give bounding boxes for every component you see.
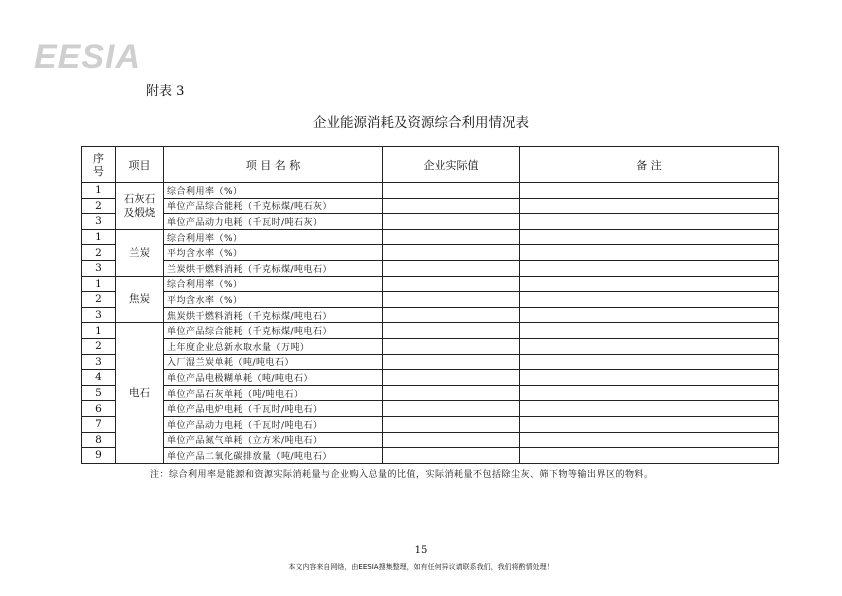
row-item-name: 综合利用率（%） bbox=[164, 276, 383, 292]
row-remark-cell[interactable] bbox=[520, 448, 779, 464]
table-row bbox=[82, 183, 779, 199]
row-seq: 2 bbox=[82, 198, 116, 214]
row-item-name: 单位产品电极糊单耗（吨/吨电石） bbox=[164, 370, 383, 386]
row-seq: 2 bbox=[82, 245, 116, 261]
row-actual-value-cell[interactable] bbox=[383, 338, 520, 354]
row-actual-value-cell[interactable] bbox=[383, 370, 520, 386]
row-item-name: 单位产品动力电耗（千瓦时/吨电石） bbox=[164, 416, 383, 432]
row-actual-value-cell[interactable] bbox=[383, 307, 520, 323]
row-actual-value-cell[interactable] bbox=[383, 260, 520, 276]
row-remark-cell[interactable] bbox=[520, 416, 779, 432]
row-category: 电石 bbox=[116, 323, 164, 463]
row-actual-value-cell[interactable] bbox=[383, 416, 520, 432]
row-remark-cell[interactable] bbox=[520, 260, 779, 276]
row-remark-cell[interactable] bbox=[520, 432, 779, 448]
appendix-label: 附表 3 bbox=[146, 84, 185, 99]
row-remark-cell[interactable] bbox=[520, 183, 779, 199]
row-remark-cell[interactable] bbox=[520, 292, 779, 308]
table-row bbox=[82, 245, 779, 261]
row-remark-cell[interactable] bbox=[520, 214, 779, 230]
row-item-name: 单位产品氮气单耗（立方米/吨电石） bbox=[164, 432, 383, 448]
row-remark-cell[interactable] bbox=[520, 307, 779, 323]
header-seq: 序 号 bbox=[82, 147, 116, 183]
table-row bbox=[82, 432, 779, 448]
row-item-name: 综合利用率（%） bbox=[164, 229, 383, 245]
row-remark-cell[interactable] bbox=[520, 338, 779, 354]
table-body bbox=[82, 183, 779, 464]
row-actual-value-cell[interactable] bbox=[383, 198, 520, 214]
row-actual-value-cell[interactable] bbox=[383, 448, 520, 464]
table-header-row bbox=[82, 147, 779, 183]
row-seq: 3 bbox=[82, 214, 116, 230]
row-seq: 3 bbox=[82, 354, 116, 370]
footer-disclaimer: 本文内容来自网络，由EESIA搜集整理，如有任何异议请联系我们，我们将酌情处理！ bbox=[288, 563, 554, 571]
page-number: 15 bbox=[414, 545, 428, 556]
row-category: 兰炭 bbox=[116, 229, 164, 276]
row-actual-value-cell[interactable] bbox=[383, 214, 520, 230]
row-item-name: 单位产品综合能耗（千克标煤/吨石灰） bbox=[164, 198, 383, 214]
row-seq: 1 bbox=[82, 183, 116, 199]
row-actual-value-cell[interactable] bbox=[383, 276, 520, 292]
row-remark-cell[interactable] bbox=[520, 198, 779, 214]
header-item: 项目 bbox=[116, 147, 164, 183]
eesia-logo: EESIA bbox=[34, 38, 142, 76]
table-row bbox=[82, 338, 779, 354]
row-remark-cell[interactable] bbox=[520, 354, 779, 370]
row-actual-value-cell[interactable] bbox=[383, 245, 520, 261]
row-remark-cell[interactable] bbox=[520, 229, 779, 245]
table-row bbox=[82, 307, 779, 323]
row-seq: 6 bbox=[82, 401, 116, 417]
row-actual-value-cell[interactable] bbox=[383, 354, 520, 370]
row-category: 石灰石 及煅烧 bbox=[116, 183, 164, 230]
row-remark-cell[interactable] bbox=[520, 323, 779, 339]
table-row bbox=[82, 214, 779, 230]
row-remark-cell[interactable] bbox=[520, 385, 779, 401]
row-seq: 5 bbox=[82, 385, 116, 401]
row-item-name: 上年度企业总新水取水量（万吨） bbox=[164, 338, 383, 354]
row-item-name: 单位产品动力电耗（千瓦时/吨石灰） bbox=[164, 214, 383, 230]
row-item-name: 单位产品二氧化碳排放量（吨/吨电石） bbox=[164, 448, 383, 464]
row-item-name: 平均含水率（%） bbox=[164, 292, 383, 308]
table-row bbox=[82, 385, 779, 401]
row-seq: 3 bbox=[82, 307, 116, 323]
row-seq: 8 bbox=[82, 432, 116, 448]
row-item-name: 单位产品电炉电耗（千瓦时/吨电石） bbox=[164, 401, 383, 417]
row-seq: 1 bbox=[82, 323, 116, 339]
table-title: 企业能源消耗及资源综合利用情况表 bbox=[313, 115, 529, 131]
table-row bbox=[82, 229, 779, 245]
row-seq: 2 bbox=[82, 338, 116, 354]
table-note: 注：综合利用率是能源和资源实际消耗量与企业购入总量的比值，实际消耗量不包括除尘灰、筛下物等输出界区的物料。 bbox=[150, 470, 654, 480]
row-remark-cell[interactable] bbox=[520, 401, 779, 417]
row-seq: 3 bbox=[82, 260, 116, 276]
row-remark-cell[interactable] bbox=[520, 276, 779, 292]
table-row bbox=[82, 448, 779, 464]
table-row bbox=[82, 401, 779, 417]
row-item-name: 入厂湿兰炭单耗（吨/吨电石） bbox=[164, 354, 383, 370]
row-item-name: 单位产品综合能耗（千克标煤/吨电石） bbox=[164, 323, 383, 339]
header-name: 项 目 名 称 bbox=[164, 147, 383, 183]
row-seq: 9 bbox=[82, 448, 116, 464]
row-item-name: 单位产品石灰单耗（吨/吨电石） bbox=[164, 385, 383, 401]
row-seq: 2 bbox=[82, 292, 116, 308]
energy-consumption-table bbox=[81, 146, 779, 464]
table-row bbox=[82, 354, 779, 370]
row-item-name: 兰炭烘干燃料消耗（千克标煤/吨电石） bbox=[164, 260, 383, 276]
table-row bbox=[82, 292, 779, 308]
row-actual-value-cell[interactable] bbox=[383, 183, 520, 199]
table-row bbox=[82, 323, 779, 339]
row-seq: 4 bbox=[82, 370, 116, 386]
table-row bbox=[82, 416, 779, 432]
row-actual-value-cell[interactable] bbox=[383, 432, 520, 448]
table-row bbox=[82, 276, 779, 292]
row-actual-value-cell[interactable] bbox=[383, 229, 520, 245]
row-remark-cell[interactable] bbox=[520, 370, 779, 386]
row-remark-cell[interactable] bbox=[520, 245, 779, 261]
row-actual-value-cell[interactable] bbox=[383, 401, 520, 417]
row-actual-value-cell[interactable] bbox=[383, 292, 520, 308]
row-seq: 7 bbox=[82, 416, 116, 432]
row-seq: 1 bbox=[82, 229, 116, 245]
row-item-name: 综合利用率（%） bbox=[164, 183, 383, 199]
row-actual-value-cell[interactable] bbox=[383, 385, 520, 401]
row-category: 焦炭 bbox=[116, 276, 164, 323]
row-actual-value-cell[interactable] bbox=[383, 323, 520, 339]
table-row bbox=[82, 260, 779, 276]
row-item-name: 焦炭烘干燃料消耗（千克标煤/吨电石） bbox=[164, 307, 383, 323]
table-row bbox=[82, 370, 779, 386]
header-value: 企业实际值 bbox=[383, 147, 520, 183]
table-row bbox=[82, 198, 779, 214]
row-item-name: 平均含水率（%） bbox=[164, 245, 383, 261]
row-seq: 1 bbox=[82, 276, 116, 292]
header-remark: 备 注 bbox=[520, 147, 779, 183]
